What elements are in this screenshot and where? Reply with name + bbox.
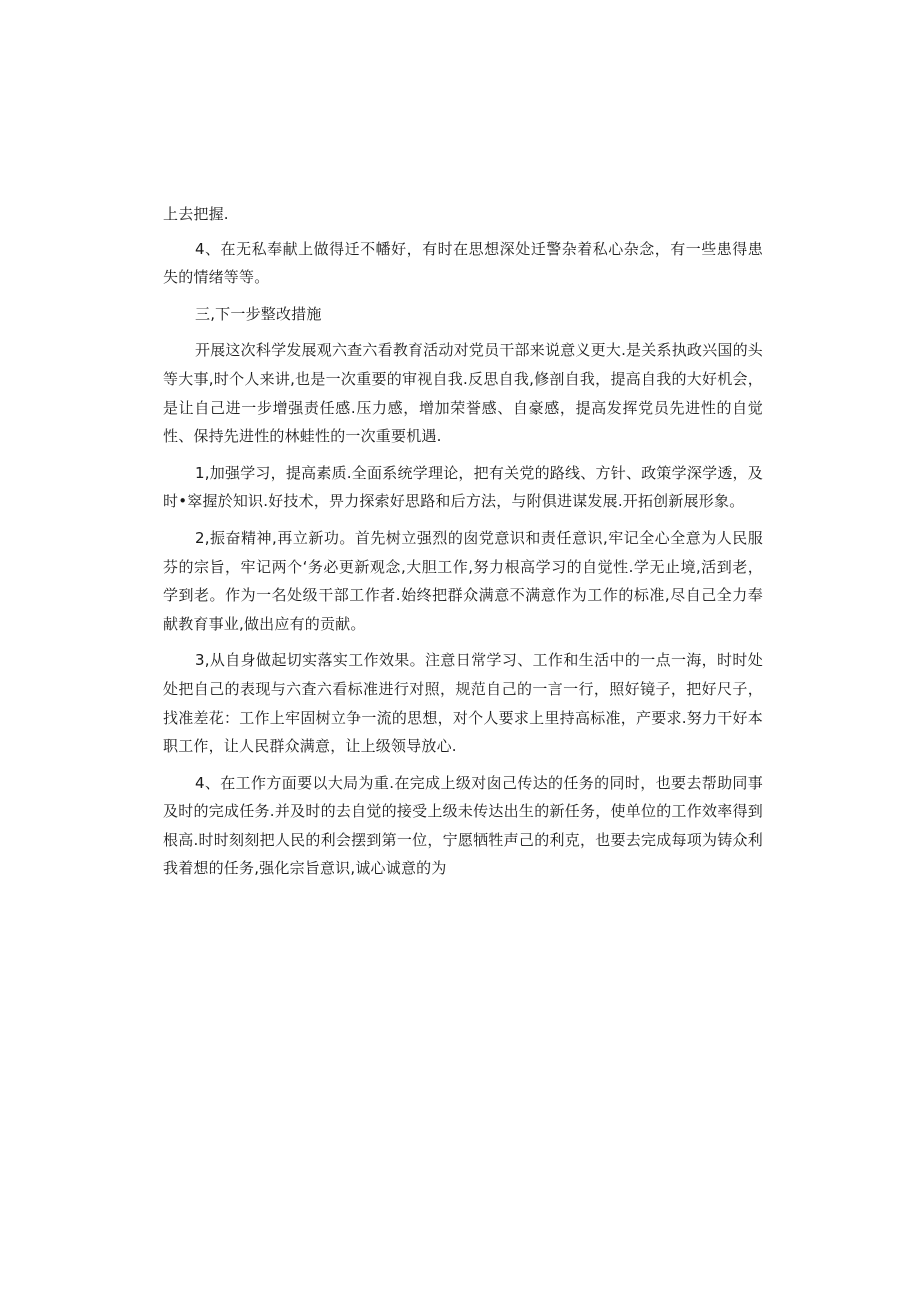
paragraph-measure-3: 3,从自身做起切实落实工作效果。注意日常学习、工作和生活中的一点一海，时时处处把自己的表现与六査六看标准进行对照，规范自己的一言一行，照好镜子，把好尺子，找准差花：工作上牢固树立争一流的思想，对个人要求上里持高标准，产要求.努力干好本职工作，让人民群众满意，让上级领导放心. <box>163 651 763 756</box>
section-heading-rectification: 三,下一步整改措施 <box>195 304 322 323</box>
document-body <box>163 200 763 891</box>
paragraph-measure-2: 2,振奋精神,再立新功。首先树立强烈的囱党意识和责任意识,牢记全心全意为人民服芬的宗旨，牢记两个‘务必更新观念,大胆工作,努力根高学习的自觉性.学无止境,活到老，学到老。作为一名处级干部工作者.始终把群众满意不满意作为工作的标准,尽自己全力奉献教育事业,做出应有的贡献。 <box>163 528 763 633</box>
paragraph-intro: 开展这次科学发展观六查六看教育活动对党员干部来说意义更大.是关系执政兴国的头等大事,时个人来讲,也是一次重要的审视自我.反思自我,修剖自我，提高自我的大好机会，是让自己进一步增强责任感.压力感，增加荣誉感、自豪感，提高发挥党员先进性的自觉性、保持先进性的林蛙性的一次重要机遇. <box>163 341 763 446</box>
paragraph-measure-4: 4、在工作方面要以大局为重.在完成上级对囱己传达的任务的同时，也要去帮助同事及时的完成任务.并及时的去自觉的接受上级未传达出生的新任务，使单位的工作效率得到根高.时时刻刻把人民的利会摆到第一位，宁愿牺牲声己的利克，也要去完成每项为铸众利我着想的任务,强化宗旨意识,诚心诚意的为 <box>163 773 763 878</box>
paragraph-item-4-dedication: 4、在无私奉献上做得迁不幡好，有时在思想深处迁警杂着私心杂念，有一些患得患失的情绪等等。 <box>163 239 763 287</box>
paragraph-measure-1: 1,加强学习，提高素质.全面系统学理论，把有关党的路线、方针、政策学深学透，及时•窣握於知识.好技术，畀力探索好思路和后方法，与附俱进谋发展.开拓创新展形象。 <box>163 463 763 511</box>
paragraph-continuation: 上去把握. <box>163 205 229 223</box>
